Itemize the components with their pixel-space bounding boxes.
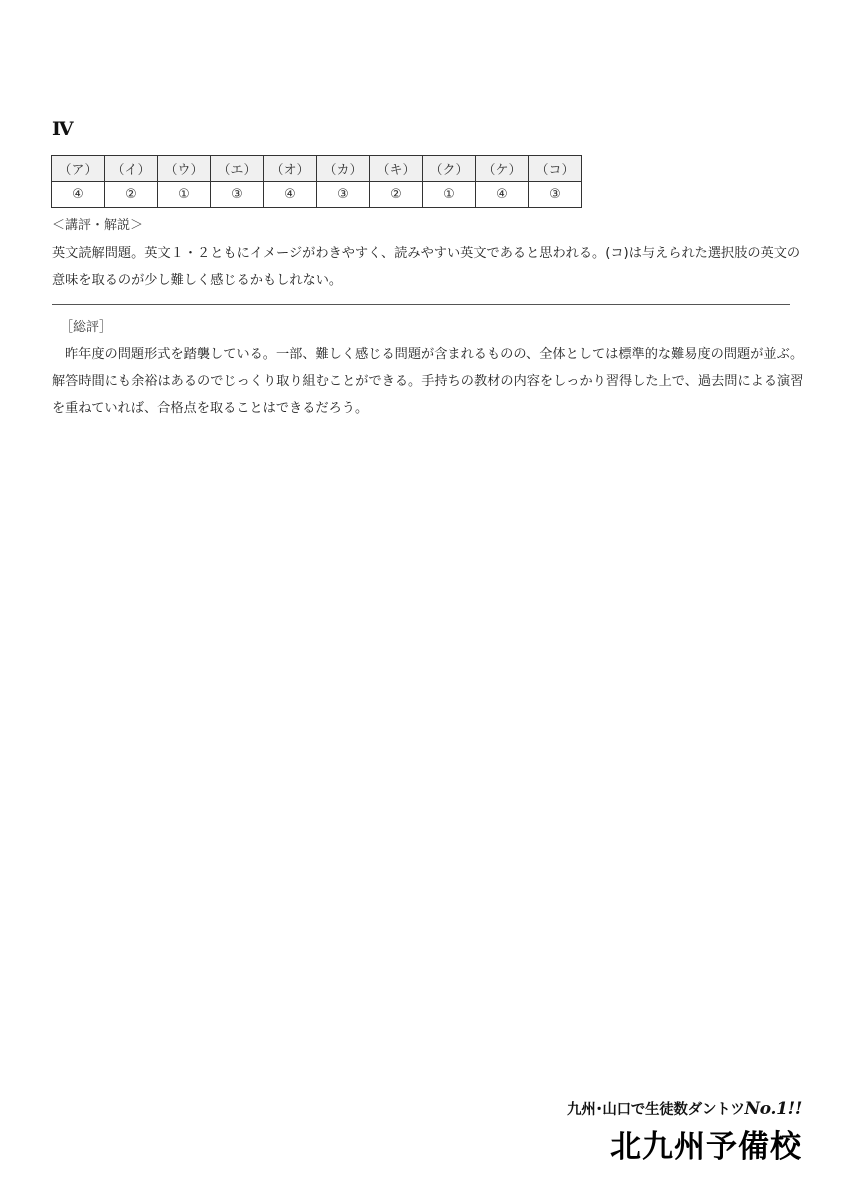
brand-logo — [552, 1098, 802, 1166]
answer-table-header-row — [52, 156, 582, 182]
answer-cell: ③ — [317, 182, 370, 208]
answer-cell: ① — [423, 182, 476, 208]
brand-name: 北九州予備校 — [610, 1129, 802, 1165]
answer-table — [51, 155, 582, 208]
question-label: （コ） — [529, 156, 582, 182]
question-label: （キ） — [370, 156, 423, 182]
answer-cell: ② — [105, 182, 158, 208]
question-label: （ク） — [423, 156, 476, 182]
summary-title: ［総評］ — [60, 320, 113, 335]
question-label: （ケ） — [476, 156, 529, 182]
brand-tagline-no1: No.1!! — [744, 1099, 802, 1119]
question-label: （ウ） — [158, 156, 211, 182]
answer-cell: ④ — [52, 182, 105, 208]
commentary-body: 英文読解問題。英文１・２ともにイメージがわきやすく、読みやすい英文であると思われる。(コ)は与えられた選択肢の英文の意味を取るのが少し難しく感じるかもしれない。 — [52, 246, 801, 288]
answer-cell: ④ — [264, 182, 317, 208]
section-divider — [52, 304, 790, 305]
question-label: （イ） — [105, 156, 158, 182]
answer-cell: ① — [158, 182, 211, 208]
question-label: （カ） — [317, 156, 370, 182]
question-label: （エ） — [211, 156, 264, 182]
question-label: （オ） — [264, 156, 317, 182]
answer-cell: ② — [370, 182, 423, 208]
section-number: Ⅳ — [52, 118, 74, 140]
commentary-title: ＜講評・解説＞ — [52, 218, 144, 233]
answer-cell: ④ — [476, 182, 529, 208]
brand-tagline — [552, 1098, 802, 1119]
question-label: （ア） — [52, 156, 105, 182]
answer-cell: ③ — [211, 182, 264, 208]
summary-body: 昨年度の問題形式を踏襲している。一部、難しく感じる問題が含まれるものの、全体としては標準的な難易度の問題が並ぶ。解答時間にも余裕はあるのでじっくり取り組むことができる。手持ちの教材の内容をしっかり習得した上で、過去問による演習を重ねていれば、合格点を取ることはできるだろう。 — [52, 347, 804, 416]
answer-cell: ③ — [529, 182, 582, 208]
answer-table-answer-row — [52, 182, 582, 208]
brand-tagline-text: 九州･山口で生徒数ダントツ — [567, 1101, 745, 1118]
